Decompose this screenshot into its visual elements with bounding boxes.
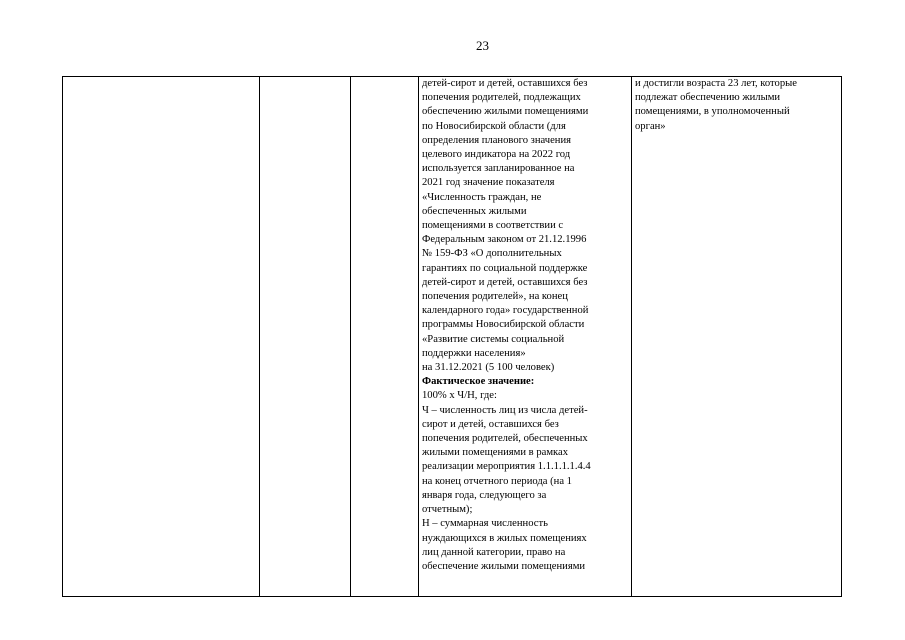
text-line: орган» (635, 120, 666, 132)
text-line: нуждающихся в жилых помещениях (422, 532, 587, 544)
actual-value-heading: Фактическое значение: (422, 376, 535, 388)
table-cell-col2 (260, 77, 351, 597)
text-line: детей-сирот и детей, оставшихся без (422, 78, 588, 89)
text-line: 100% х Ч/Н, где: (422, 390, 497, 402)
text-line: № 159-ФЗ «О дополнительных (422, 248, 562, 260)
text-line: Н – суммарная численность (422, 518, 548, 530)
table-row (63, 77, 842, 597)
table-cell-indicator-description (419, 77, 632, 597)
text-line: лиц данной категории, право на (422, 546, 566, 558)
text-line: помещениями в соответствии с (422, 220, 564, 232)
text-line: сирот и детей, оставшихся без (422, 418, 559, 430)
text-line: и достигли возраста 23 лет, которые (635, 78, 797, 89)
document-table (62, 76, 842, 597)
text-line: целевого индикатора на 2022 год (422, 149, 571, 161)
text-line: используется запланированное на (422, 163, 575, 175)
text-line: «Развитие системы социальной (422, 333, 565, 345)
text-line: Ч – численность лиц из числа детей- (422, 404, 588, 416)
text-line: обеспеченных жилыми (422, 205, 527, 217)
text-line: «Численность граждан, не (422, 191, 542, 203)
text-line: Федеральным законом от 21.12.1996 (422, 234, 587, 246)
text-line: поддержки населения» (422, 347, 526, 359)
table-cell-note (632, 77, 842, 597)
text-line: подлежат обеспечению жилыми (635, 92, 781, 104)
text-line: детей-сирот и детей, оставшихся без (422, 276, 588, 288)
text-line: обеспечению жилыми помещениями (422, 106, 589, 118)
text-line: обеспечение жилыми помещениями (422, 560, 586, 572)
text-line: на 31.12.2021 (5 100 человек) (422, 362, 555, 374)
text-line: попечения родителей, обеспеченных (422, 433, 588, 445)
text-line: на конец отчетного периода (на 1 (422, 475, 572, 487)
text-line: календарного года» государственной (422, 305, 589, 317)
text-line: 2021 год значение показателя (422, 177, 555, 189)
text-line: помещениями, в уполномоченный (635, 106, 790, 118)
text-line: программы Новосибирской области (422, 319, 585, 331)
text-line: попечения родителей, подлежащих (422, 92, 581, 104)
text-line: по Новосибирской области (для (422, 120, 566, 132)
table-cell-col1 (63, 77, 260, 597)
text-line: января года, следующего за (422, 489, 547, 501)
text-line: отчетным); (422, 504, 473, 516)
text-line: определения планового значения (422, 134, 572, 146)
page-number: 23 (476, 38, 489, 53)
text-line: жилыми помещениями в рамках (422, 447, 569, 459)
table-cell-col3 (351, 77, 419, 597)
text-line: гарантиях по социальной поддержке (422, 262, 588, 274)
text-line: попечения родителей», на конец (422, 291, 568, 303)
text-line: реализации мероприятия 1.1.1.1.1.4.4 (422, 461, 591, 473)
